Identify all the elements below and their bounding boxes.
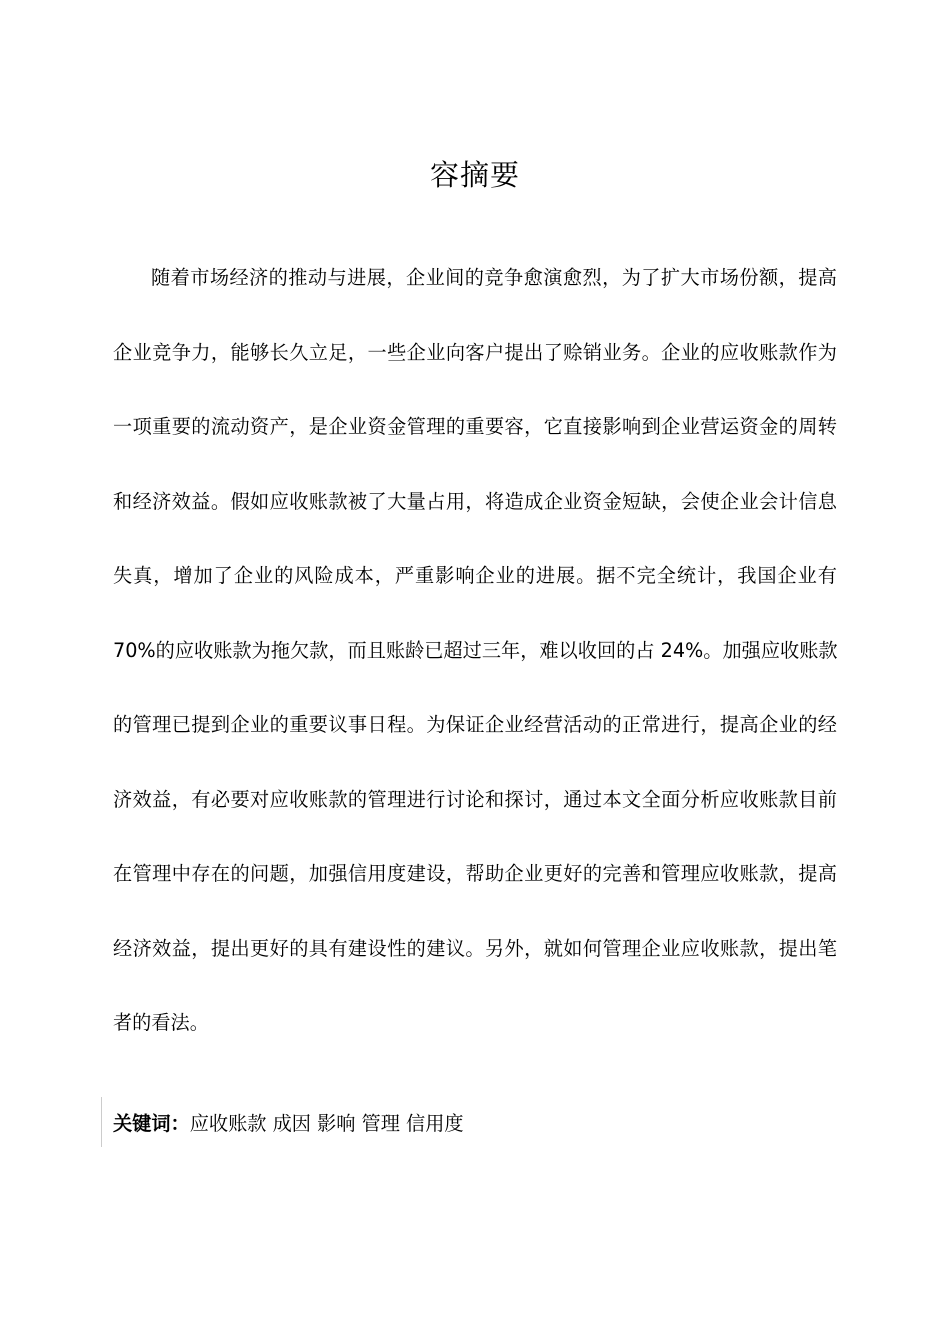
- keywords-row: [113, 1104, 464, 1144]
- abstract-line: 济效益，有必要对应收账款的管理进行讨论和探讨，通过本文全面分析应收账款目前: [113, 787, 837, 811]
- keywords-label: 关键词：: [113, 1112, 190, 1135]
- abstract-line: 70%的应收账款为拖欠款，而且账龄已超过三年，难以收回的占 24%。加强应收账款: [113, 638, 838, 662]
- page-title: 容摘要: [429, 158, 520, 192]
- abstract-line: 企业竞争力，能够长久立足，一些企业向客户提出了赊销业务。企业的应收账款作为: [113, 340, 837, 364]
- margin-divider: [101, 1097, 102, 1147]
- abstract-line: 经济效益，提出更好的具有建设性的建议。另外，就如何管理企业应收账款，提出笔: [113, 936, 837, 960]
- abstract-line: 失真，增加了企业的风险成本，严重影响企业的进展。据不完全统计，我国企业有: [113, 564, 837, 587]
- abstract-line: 的管理已提到企业的重要议事日程。为保证企业经营活动的正常进行，提高企业的经: [113, 713, 837, 736]
- abstract-line: 一项重要的流动资产，是企业资金管理的重要容，它直接影响到企业营运资金的周转: [113, 415, 837, 438]
- abstract-line: 在管理中存在的问题，加强信用度建设，帮助企业更好的完善和管理应收账款，提高: [113, 862, 837, 885]
- abstract-body: [113, 258, 837, 1078]
- keywords-value: 应收账款 成因 影响 管理 信用度: [189, 1112, 464, 1135]
- abstract-line: 者的看法。: [113, 1011, 209, 1034]
- abstract-line: 和经济效益。假如应收账款被了大量占用，将造成企业资金短缺，会使企业会计信息: [113, 489, 837, 513]
- abstract-line: 随着市场经济的推动与进展，企业间的竞争愈演愈烈，为了扩大市场份额，提高: [151, 266, 837, 289]
